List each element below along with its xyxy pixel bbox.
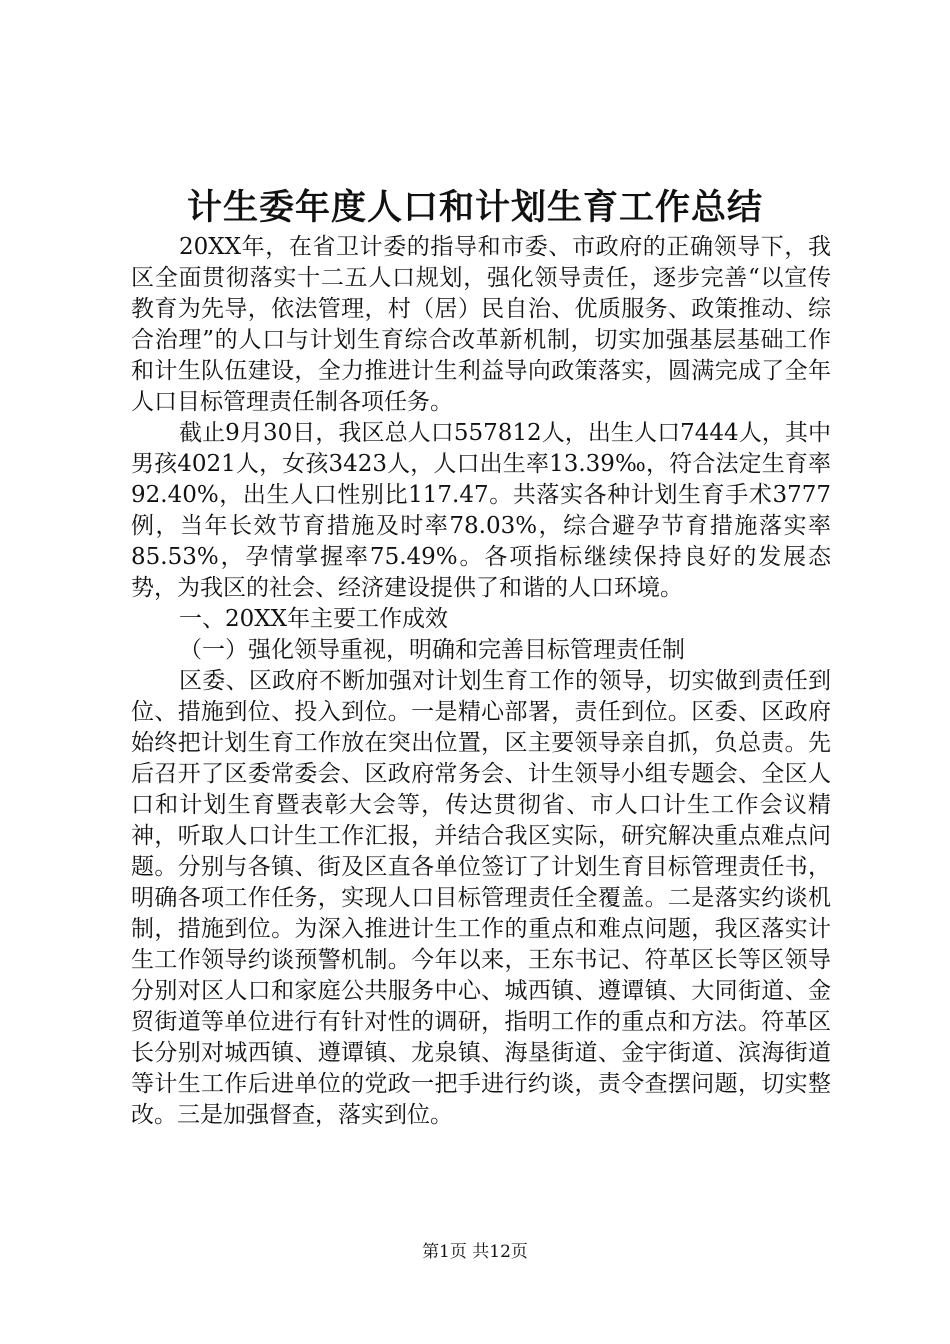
subsection-heading: （一）强化领导重视，明确和完善目标管理责任制 (179, 637, 685, 663)
section-heading: 一、20XX年主要工作成效 (179, 606, 449, 632)
paragraph-leadership: 区委、区政府不断加强对计划生育工作的领导，切实做到责任到位、措施到位、投入到位。一是精心部署，责任到位。区委、区政府始终把计划生育工作放在突出位置，区主要领导亲自抓，负总责。先后召开了区委常委会、区政府常务会、计生领导小组专题会、全区人口和计划生育暨表彰大会等，传达贯彻省、市人口计生工作会议精神，听取人口计生工作汇报，并结合我区实际，研究解决重点难点问题。分别与各镇、街及区直各单位签订了计划生育目标管理责任书，明确各项工作任务，实现人口目标管理责任全覆盖。二是落实约谈机制，措施到位。为深入推进计生工作的重点和难点问题，我区落实计生工作领导约谈预警机制。今年以来，王东书记、符革区长等区领导分别对区人口和家庭公共服务中心、城西镇、遵谭镇、大同街道、金贸街道等单位进行有针对性的调研，指明工作的重点和方法。符革区长分别对城西镇、遵谭镇、龙泉镇、海垦街道、金宇街道、滨海街道等计生工作后进单位的党政一把手进行约谈，责令查摆问题，切实整改。三是加强督查，落实到位。 (131, 668, 831, 1128)
document-body (131, 232, 831, 1131)
document-title: 计生委年度人口和计划生育工作总结 (186, 187, 763, 228)
paragraph-intro: 20XX年，在省卫计委的指导和市委、市政府的正确领导下，我区全面贯彻落实十二五人口规划，强化领导责任，逐步完善“以宣传教育为先导，依法管理，村（居）民自治、优质服务、政策推动、综合治理”的人口与计划生育综合改革新机制，切实加强基层基础工作和计生队伍建设，全力推进计生利益导向政策落实，圆满完成了全年人口目标管理责任制各项任务。 (131, 234, 831, 415)
page-number: 第1页 共12页 (422, 1242, 528, 1262)
paragraph-statistics: 截止9月30日，我区总人口557812人，出生人口7444人，其中男孩4021人，女孩3423人，人口出生率13.39‰，符合法定生育率92.40%，出生人口性别比117.47。共落实各种计划生育手术3777例，当年长效节育措施及时率78.03%，综合避孕节育措施落实率85.53%，孕情掌握率75.49%。各项指标继续保持良好的发展态势，为我区的社会、经济建设提供了和谐的人口环境。 (131, 420, 831, 601)
